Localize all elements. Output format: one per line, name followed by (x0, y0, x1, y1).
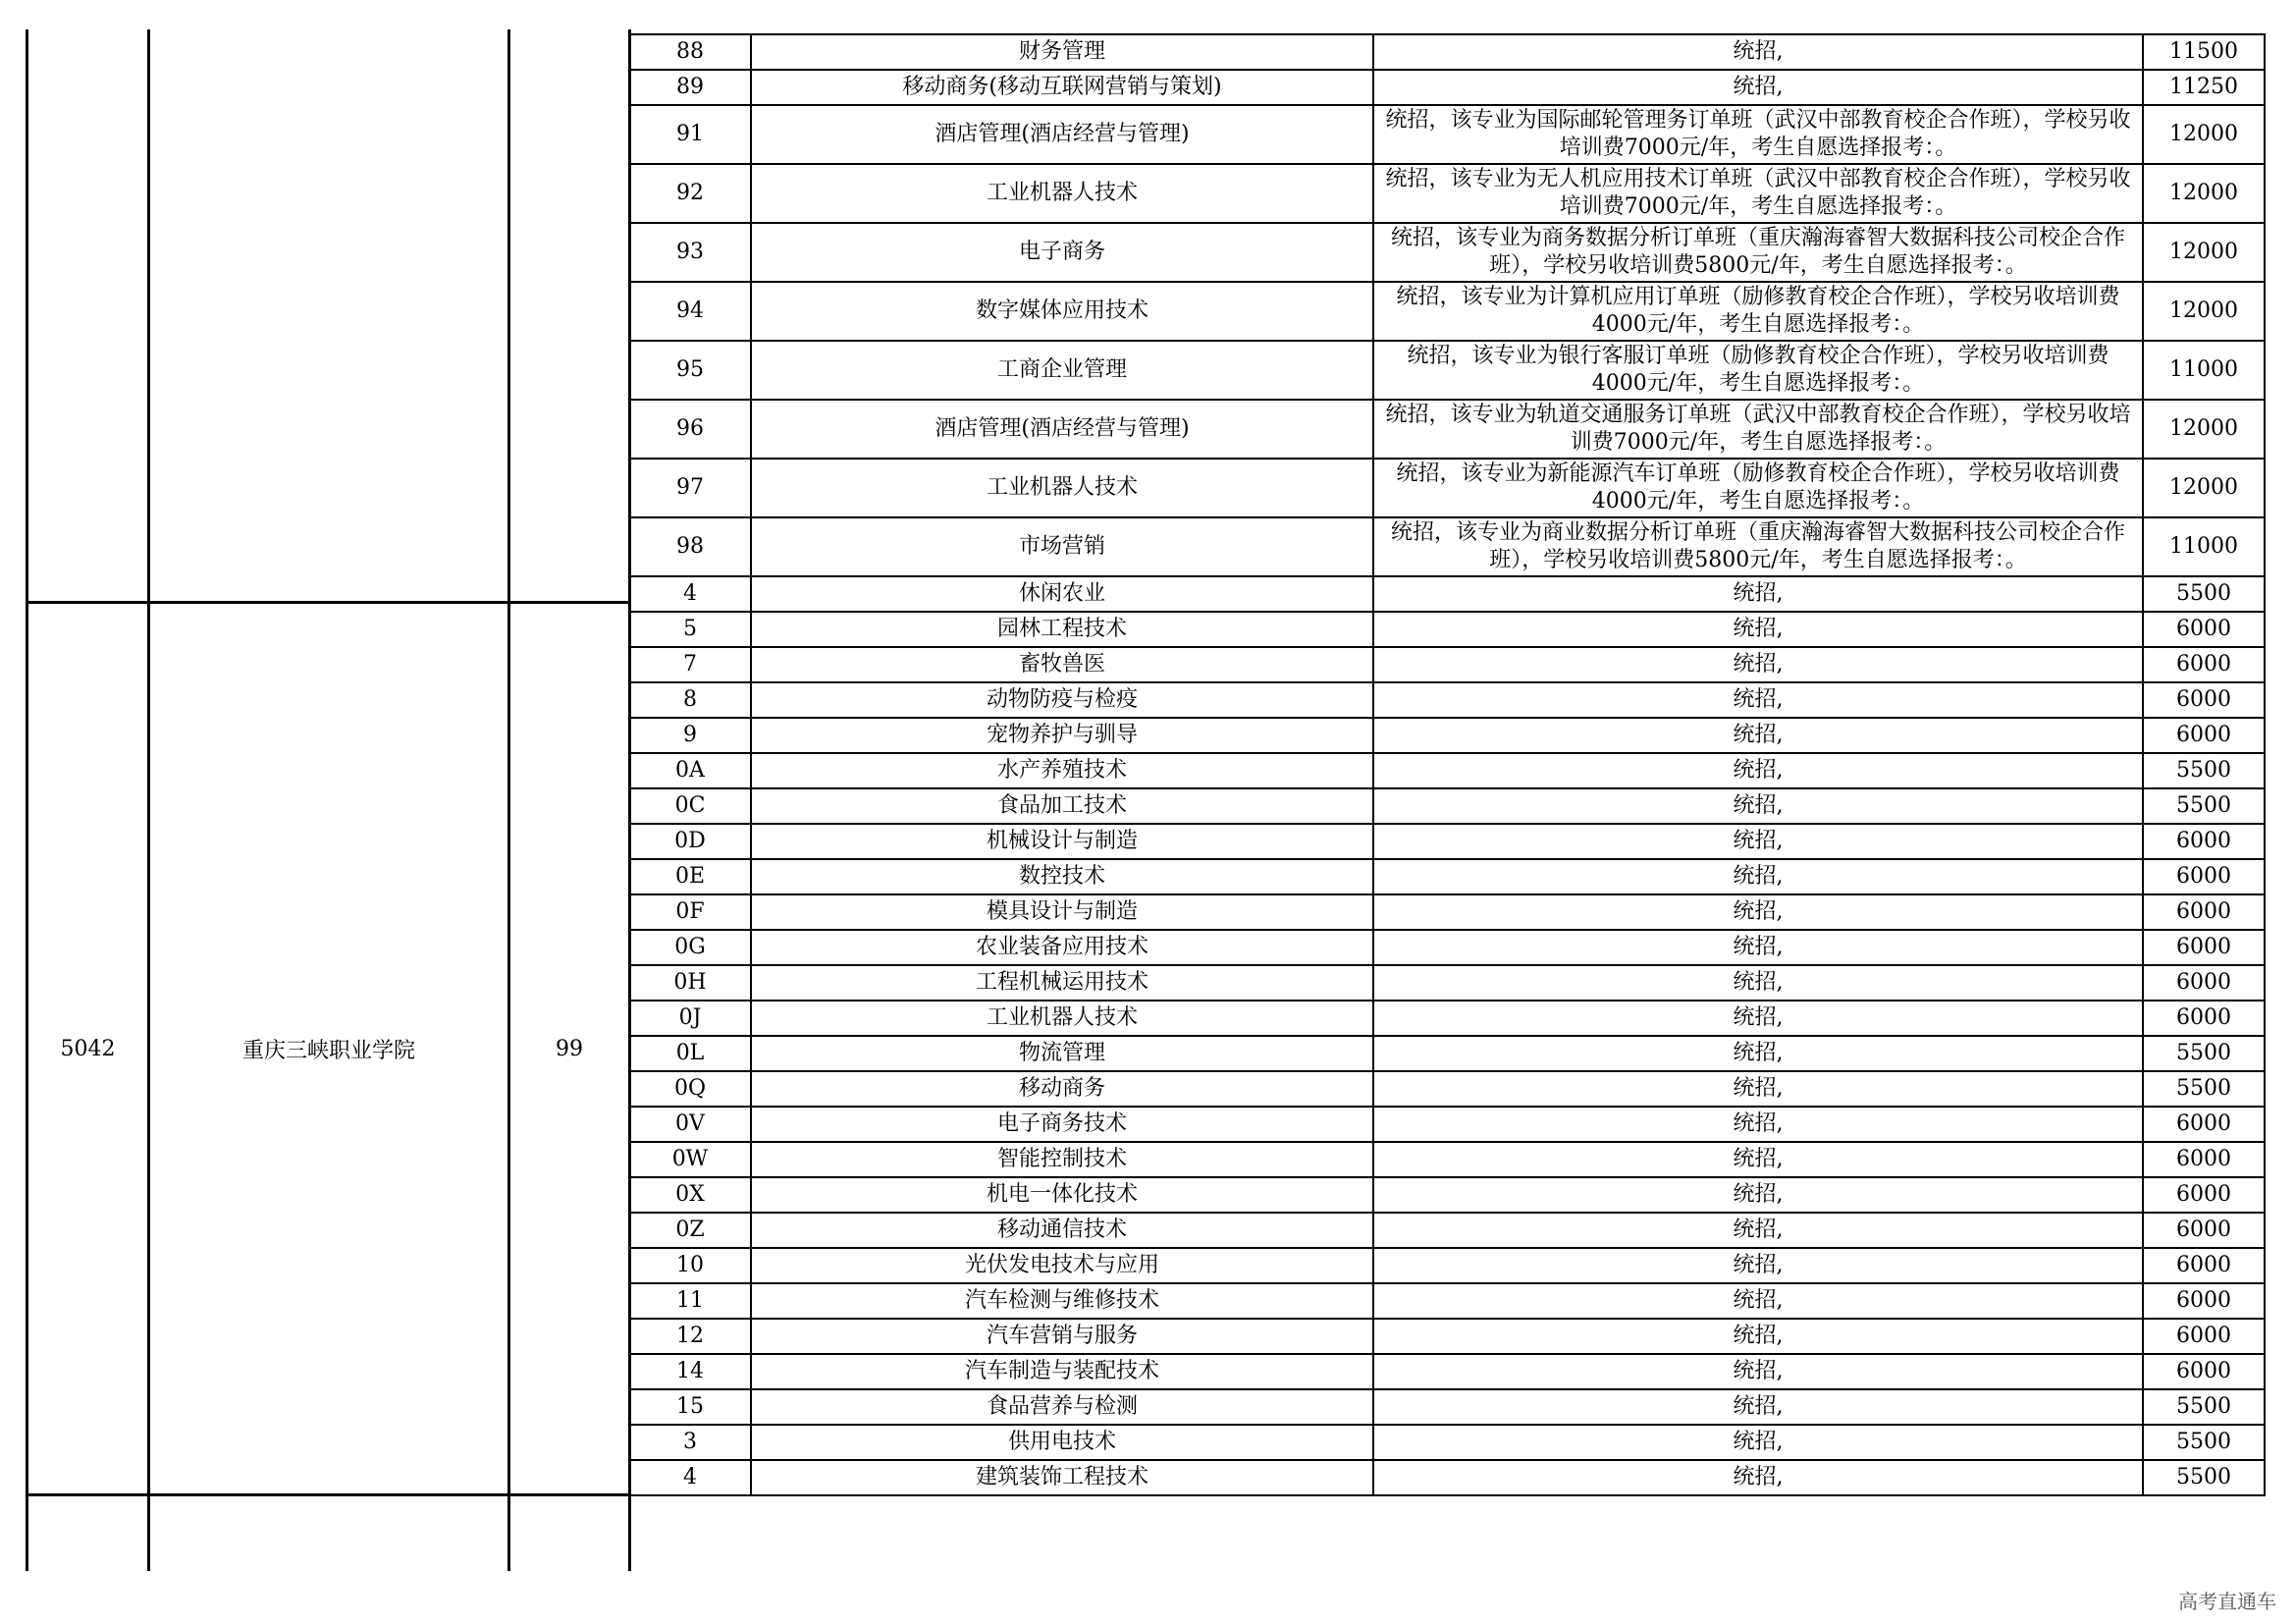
major-fee: 6000 (2143, 965, 2265, 1001)
major-code: 4 (629, 1460, 751, 1495)
major-fee: 11250 (2143, 70, 2265, 105)
table-row (629, 930, 2265, 965)
major-note: 统招, (1373, 930, 2143, 965)
major-name: 数字媒体应用技术 (751, 282, 1373, 341)
major-name: 食品加工技术 (751, 788, 1373, 824)
table-row (629, 1036, 2265, 1071)
major-note: 统招，该专业为国际邮轮管理务订单班（武汉中部教育校企合作班），学校另收培训费7000元/年，考生自愿选择报考：。 (1373, 105, 2143, 164)
major-name: 移动商务(移动互联网营销与策划) (751, 70, 1373, 105)
major-fee: 12000 (2143, 164, 2265, 223)
table-row (629, 576, 2265, 612)
major-code: 98 (629, 517, 751, 576)
table-row (629, 1354, 2265, 1389)
major-fee: 5500 (2143, 1425, 2265, 1460)
major-note: 统招, (1373, 647, 2143, 682)
major-note: 统招, (1373, 859, 2143, 894)
major-note: 统招，该专业为计算机应用订单班（励修教育校企合作班），学校另收培训费4000元/年，考生自愿选择报考：。 (1373, 282, 2143, 341)
major-note: 统招, (1373, 1283, 2143, 1319)
major-name: 物流管理 (751, 1036, 1373, 1071)
major-fee: 12000 (2143, 400, 2265, 459)
major-name: 建筑装饰工程技术 (751, 1460, 1373, 1495)
table-row (629, 682, 2265, 718)
major-note: 统招, (1373, 34, 2143, 70)
table-row (629, 282, 2265, 341)
major-fee: 12000 (2143, 459, 2265, 517)
table-row (629, 34, 2265, 70)
major-name: 移动通信技术 (751, 1213, 1373, 1248)
major-fee: 6000 (2143, 1354, 2265, 1389)
major-fee: 11000 (2143, 517, 2265, 576)
major-name: 模具设计与制造 (751, 894, 1373, 930)
major-fee: 6000 (2143, 1213, 2265, 1248)
major-name: 供用电技术 (751, 1425, 1373, 1460)
school-name-text: 重庆三峡职业学院 (241, 1038, 415, 1063)
table-row (629, 223, 2265, 282)
major-code: 92 (629, 164, 751, 223)
major-code: 0G (629, 930, 751, 965)
major-fee: 5500 (2143, 753, 2265, 788)
major-name: 财务管理 (751, 34, 1373, 70)
table-row (629, 1177, 2265, 1213)
majors-table-body (629, 34, 2265, 1495)
major-note: 统招，该专业为轨道交通服务订单班（武汉中部教育校企合作班），学校另收培训费7000元/年，考生自愿选择报考：。 (1373, 400, 2143, 459)
major-note: 统招, (1373, 1177, 2143, 1213)
major-code: 95 (629, 341, 751, 400)
major-name: 电子商务技术 (751, 1107, 1373, 1142)
major-name: 电子商务 (751, 223, 1373, 282)
major-name: 机电一体化技术 (751, 1177, 1373, 1213)
major-fee: 6000 (2143, 1001, 2265, 1036)
major-name: 汽车营销与服务 (751, 1319, 1373, 1354)
major-note: 统招, (1373, 1319, 2143, 1354)
table-row (629, 1319, 2265, 1354)
major-fee: 6000 (2143, 1107, 2265, 1142)
major-code: 10 (629, 1248, 751, 1283)
major-name: 农业装备应用技术 (751, 930, 1373, 965)
major-code: 7 (629, 647, 751, 682)
major-code: 0Q (629, 1071, 751, 1107)
table-row (629, 1142, 2265, 1177)
major-note: 统招, (1373, 1213, 2143, 1248)
table-row (629, 459, 2265, 517)
major-code: 0W (629, 1142, 751, 1177)
table-row (629, 1213, 2265, 1248)
major-code: 0V (629, 1107, 751, 1142)
major-fee: 6000 (2143, 1142, 2265, 1177)
table-row (629, 341, 2265, 400)
group-code (510, 604, 628, 1493)
major-code: 3 (629, 1425, 751, 1460)
major-code: 94 (629, 282, 751, 341)
major-code: 0F (629, 894, 751, 930)
major-code: 0Z (629, 1213, 751, 1248)
major-fee: 6000 (2143, 1283, 2265, 1319)
major-code: 0H (629, 965, 751, 1001)
major-code: 0A (629, 753, 751, 788)
major-fee: 6000 (2143, 1319, 2265, 1354)
major-note: 统招, (1373, 1001, 2143, 1036)
table-row (629, 70, 2265, 105)
major-code: 89 (629, 70, 751, 105)
major-code: 14 (629, 1354, 751, 1389)
table-row (629, 1071, 2265, 1107)
major-fee: 6000 (2143, 859, 2265, 894)
major-name: 智能控制技术 (751, 1142, 1373, 1177)
major-note: 统招, (1373, 1036, 2143, 1071)
major-fee: 5500 (2143, 1389, 2265, 1425)
major-fee: 5500 (2143, 788, 2265, 824)
table-row (629, 1460, 2265, 1495)
major-note: 统招，该专业为无人机应用技术订单班（武汉中部教育校企合作班），学校另收培训费7000元/年，考生自愿选择报考：。 (1373, 164, 2143, 223)
major-fee: 12000 (2143, 282, 2265, 341)
major-fee: 5500 (2143, 1036, 2265, 1071)
major-fee: 12000 (2143, 223, 2265, 282)
table-row (629, 1425, 2265, 1460)
major-note: 统招, (1373, 1071, 2143, 1107)
major-name: 汽车制造与装配技术 (751, 1354, 1373, 1389)
major-note: 统招, (1373, 1425, 2143, 1460)
table-row (629, 400, 2265, 459)
major-name: 酒店管理(酒店经营与管理) (751, 105, 1373, 164)
major-fee: 12000 (2143, 105, 2265, 164)
major-note: 统招, (1373, 1248, 2143, 1283)
major-fee: 11000 (2143, 341, 2265, 400)
major-name: 工业机器人技术 (751, 459, 1373, 517)
major-fee: 6000 (2143, 718, 2265, 753)
major-name: 园林工程技术 (751, 612, 1373, 647)
major-name: 机械设计与制造 (751, 824, 1373, 859)
table-row (629, 753, 2265, 788)
major-note: 统招，该专业为商务数据分析订单班（重庆瀚海睿智大数据科技公司校企合作班），学校另收培训费5800元/年，考生自愿选择报考：。 (1373, 223, 2143, 282)
table-row (629, 517, 2265, 576)
major-fee: 6000 (2143, 894, 2265, 930)
major-name: 市场营销 (751, 517, 1373, 576)
table-row (629, 1389, 2265, 1425)
table-row (629, 965, 2265, 1001)
major-fee: 11500 (2143, 34, 2265, 70)
major-code: 0L (629, 1036, 751, 1071)
major-code: 8 (629, 682, 751, 718)
table-row (629, 718, 2265, 753)
major-code: 15 (629, 1389, 751, 1425)
major-code: 4 (629, 576, 751, 612)
major-name: 工程机械运用技术 (751, 965, 1373, 1001)
major-note: 统招, (1373, 1107, 2143, 1142)
major-note: 统招, (1373, 1142, 2143, 1177)
table-row (629, 105, 2265, 164)
table-row (629, 894, 2265, 930)
major-code: 96 (629, 400, 751, 459)
table-row (629, 164, 2265, 223)
major-name: 动物防疫与检疫 (751, 682, 1373, 718)
major-name: 光伏发电技术与应用 (751, 1248, 1373, 1283)
major-code: 0E (629, 859, 751, 894)
major-fee: 5500 (2143, 1460, 2265, 1495)
major-code: 0C (629, 788, 751, 824)
major-note: 统招, (1373, 965, 2143, 1001)
major-note: 统招, (1373, 70, 2143, 105)
table-row (629, 788, 2265, 824)
major-code: 12 (629, 1319, 751, 1354)
major-fee: 6000 (2143, 1248, 2265, 1283)
table-row (629, 859, 2265, 894)
major-code: 9 (629, 718, 751, 753)
major-fee: 5500 (2143, 1071, 2265, 1107)
major-note: 统招，该专业为新能源汽车订单班（励修教育校企合作班），学校另收培训费4000元/年，考生自愿选择报考：。 (1373, 459, 2143, 517)
major-code: 91 (629, 105, 751, 164)
major-name: 工业机器人技术 (751, 164, 1373, 223)
major-fee: 6000 (2143, 930, 2265, 965)
major-note: 统招，该专业为银行客服订单班（励修教育校企合作班），学校另收培训费4000元/年，考生自愿选择报考：。 (1373, 341, 2143, 400)
major-code: 97 (629, 459, 751, 517)
major-note: 统招, (1373, 894, 2143, 930)
table-row (629, 824, 2265, 859)
major-name: 食品营养与检测 (751, 1389, 1373, 1425)
major-name: 移动商务 (751, 1071, 1373, 1107)
major-name: 水产养殖技术 (751, 753, 1373, 788)
major-name: 工商企业管理 (751, 341, 1373, 400)
school-code-text: 5042 (60, 1036, 116, 1061)
major-name: 休闲农业 (751, 576, 1373, 612)
group-separator-2 (26, 1493, 631, 1496)
major-note: 统招, (1373, 576, 2143, 612)
major-fee: 6000 (2143, 1177, 2265, 1213)
major-name: 工业机器人技术 (751, 1001, 1373, 1036)
major-note: 统招, (1373, 1460, 2143, 1495)
table-row (629, 1283, 2265, 1319)
major-note: 统招, (1373, 788, 2143, 824)
major-name: 宠物养护与驯导 (751, 718, 1373, 753)
major-fee: 6000 (2143, 647, 2265, 682)
major-note: 统招, (1373, 1389, 2143, 1425)
major-code: 5 (629, 612, 751, 647)
table-row (629, 1107, 2265, 1142)
major-note: 统招, (1373, 753, 2143, 788)
school-code (28, 604, 147, 1493)
major-name: 酒店管理(酒店经营与管理) (751, 400, 1373, 459)
table-row (629, 1001, 2265, 1036)
majors-table (628, 33, 2266, 1496)
major-note: 统招，该专业为商业数据分析订单班（重庆瀚海睿智大数据科技公司校企合作班），学校另收培训费5800元/年，考生自愿选择报考：。 (1373, 517, 2143, 576)
major-code: 93 (629, 223, 751, 282)
major-fee: 6000 (2143, 612, 2265, 647)
major-note: 统招, (1373, 718, 2143, 753)
major-code: 88 (629, 34, 751, 70)
major-name: 数控技术 (751, 859, 1373, 894)
watermark: 高考直通车 (2178, 1590, 2276, 1613)
major-code: 0X (629, 1177, 751, 1213)
major-note: 统招, (1373, 682, 2143, 718)
major-note: 统招, (1373, 612, 2143, 647)
school-name (150, 604, 507, 1493)
major-code: 0D (629, 824, 751, 859)
major-fee: 5500 (2143, 576, 2265, 612)
major-code: 0J (629, 1001, 751, 1036)
major-name: 畜牧兽医 (751, 647, 1373, 682)
major-fee: 6000 (2143, 682, 2265, 718)
major-name: 汽车检测与维修技术 (751, 1283, 1373, 1319)
major-code: 11 (629, 1283, 751, 1319)
major-fee: 6000 (2143, 824, 2265, 859)
table-row (629, 612, 2265, 647)
major-note: 统招, (1373, 824, 2143, 859)
table-row (629, 647, 2265, 682)
table-row (629, 1248, 2265, 1283)
major-note: 统招, (1373, 1354, 2143, 1389)
group-code-text: 99 (556, 1036, 583, 1061)
